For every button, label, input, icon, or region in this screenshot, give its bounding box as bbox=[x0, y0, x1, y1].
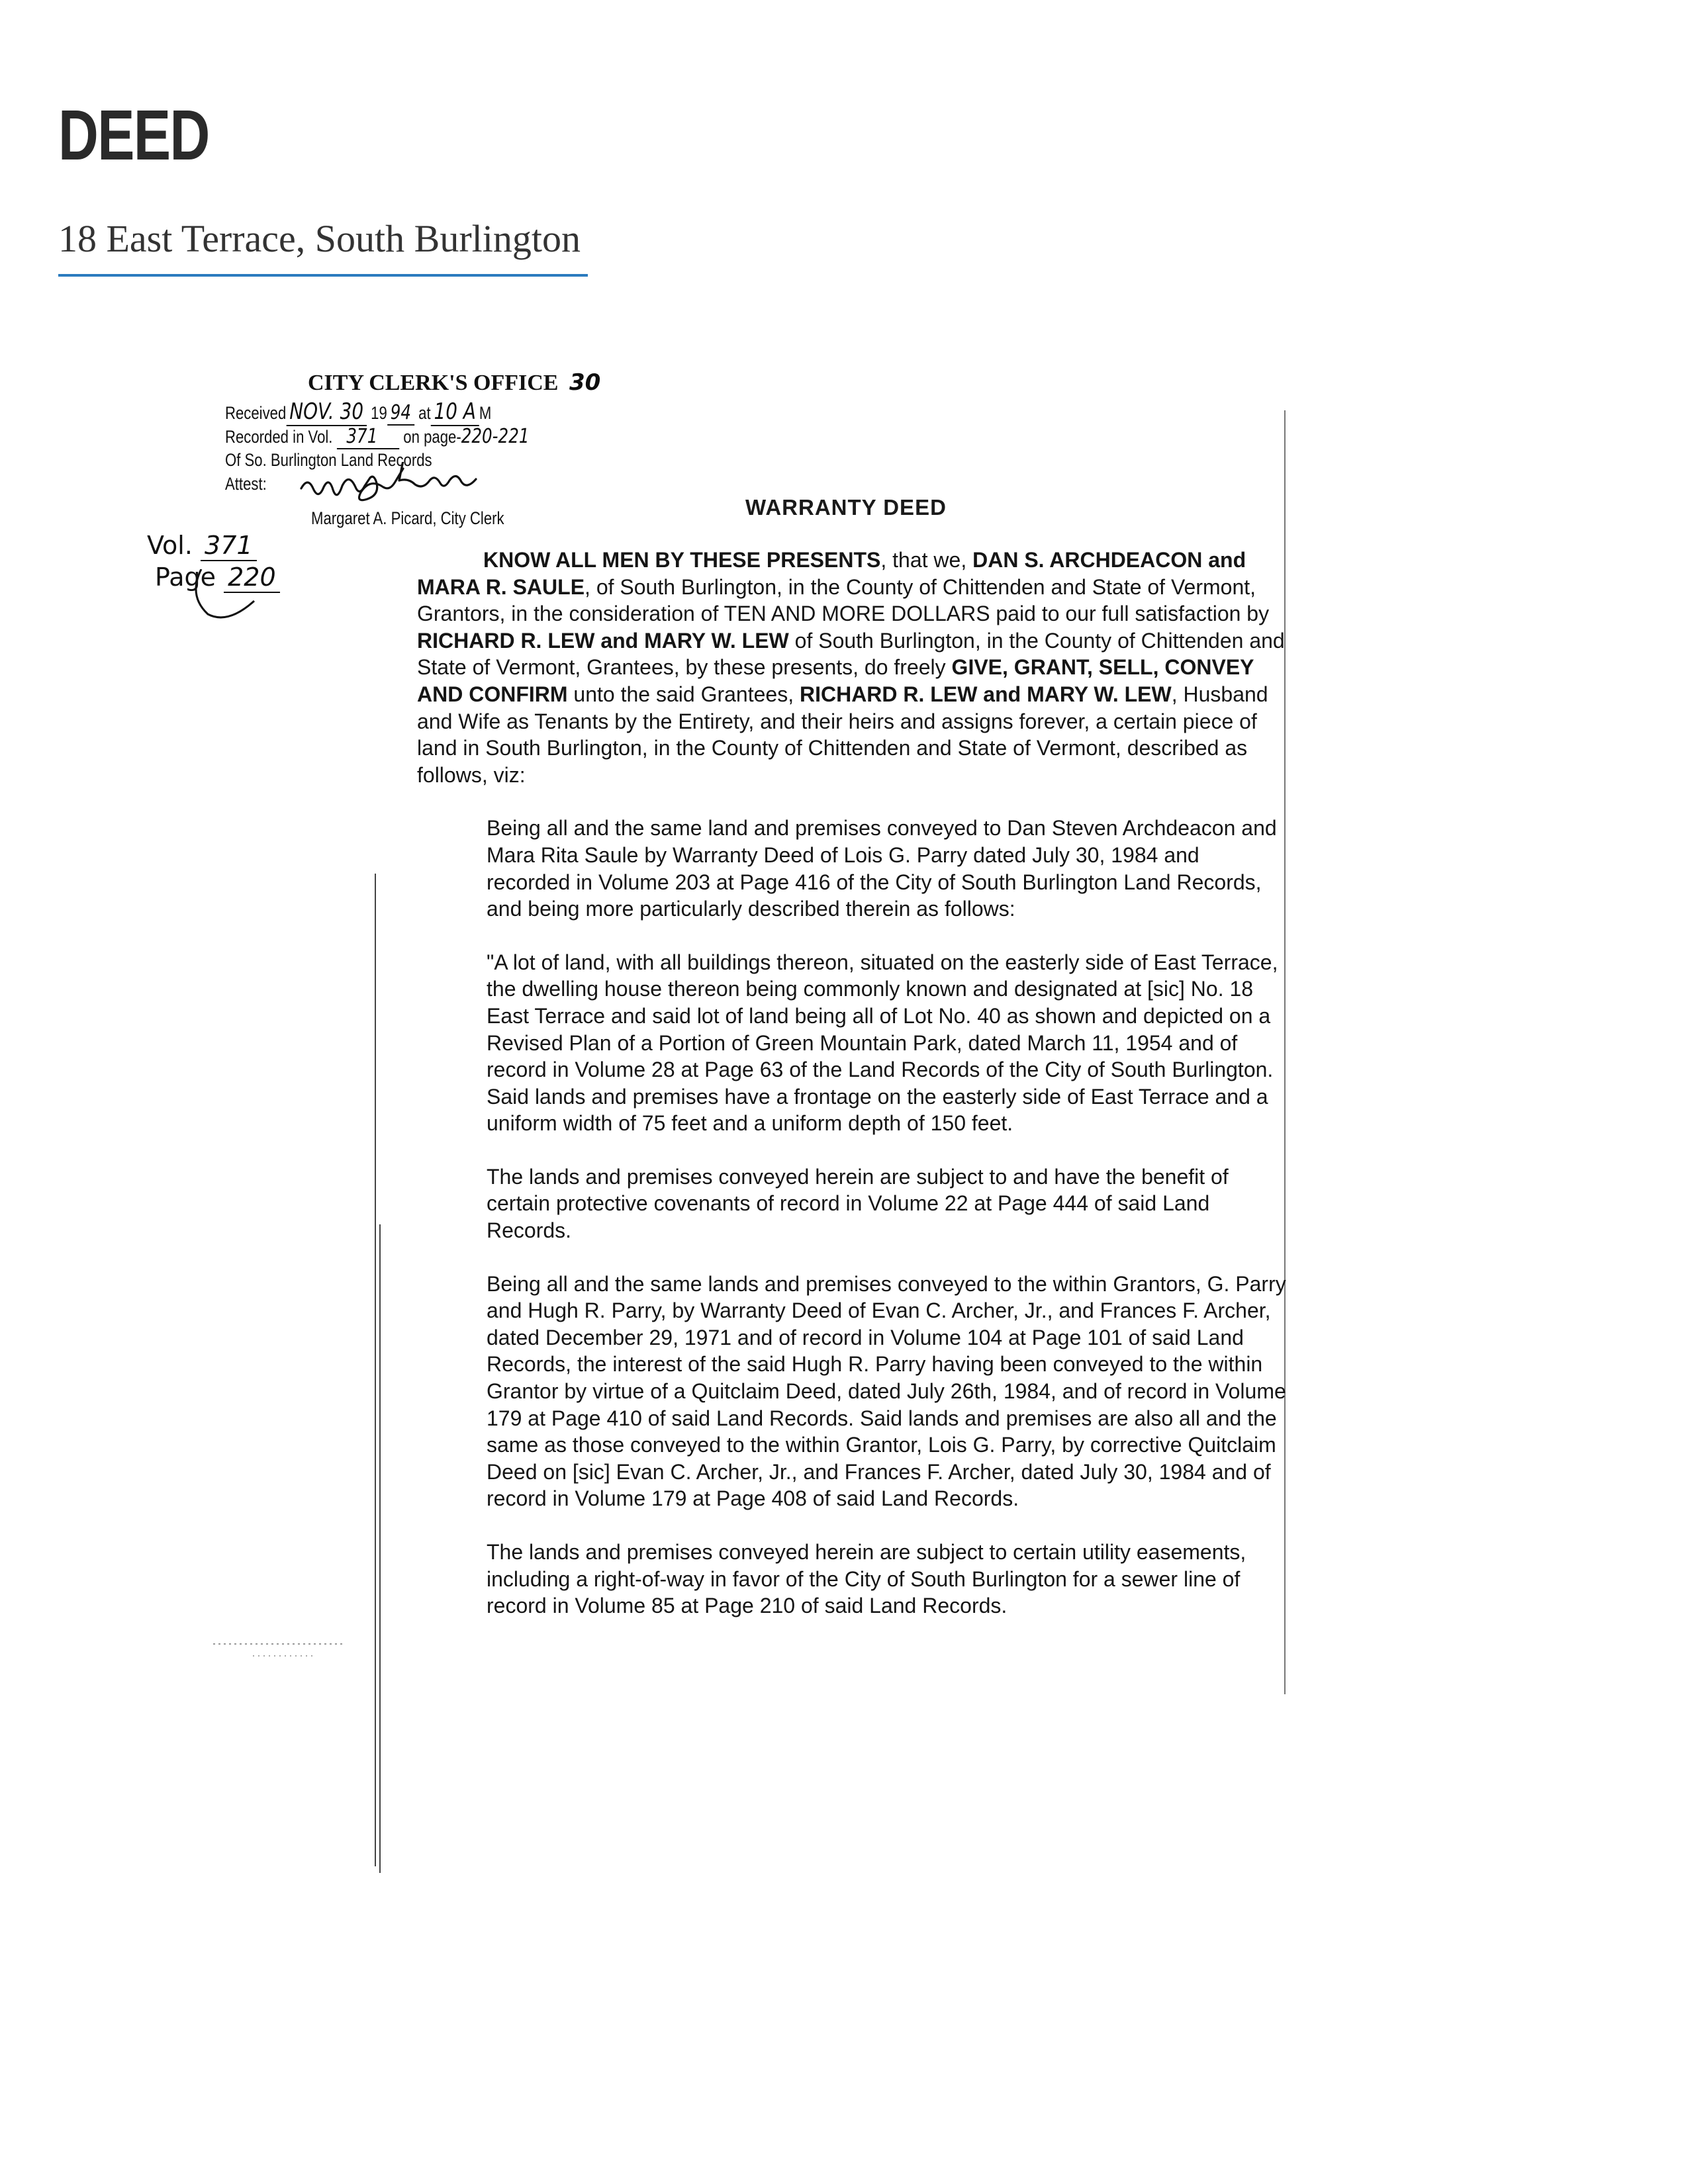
year-prefix: 19 bbox=[371, 403, 387, 423]
clerk-office-number: 30 bbox=[569, 369, 601, 396]
margin-pen-stroke bbox=[187, 569, 279, 629]
recorded-volume: 371 bbox=[337, 425, 400, 449]
intro-run: KNOW ALL MEN BY THESE PRESENTS bbox=[483, 548, 881, 572]
deed-intro-paragraph bbox=[417, 547, 1291, 788]
margin-vol-number: 371 bbox=[201, 531, 257, 561]
margin-page-label: Page bbox=[155, 563, 216, 592]
intro-run: RICHARD R. LEW and MARY W. LEW bbox=[799, 682, 1172, 706]
stamp-records-line: Of So. Burlington Land Records bbox=[225, 450, 432, 470]
stamp-attest-label: Attest: bbox=[225, 474, 267, 494]
received-time: 10 A bbox=[431, 398, 479, 426]
faint-margin-scan-mark bbox=[213, 1639, 372, 1666]
intro-run: , that we, bbox=[880, 548, 973, 572]
intro-run: , Husband and Wife as Tenants by the Entirety, and their heirs and assigns forever, a certain piece of land in South Burlington, in the County of Chittenden and State of Vermont, described as follows, viz: bbox=[417, 682, 1268, 787]
deed-body bbox=[417, 547, 1291, 1619]
clerk-signature bbox=[298, 462, 523, 508]
margin-vol-line bbox=[147, 529, 280, 561]
recorded-label: Recorded in Vol. bbox=[225, 427, 333, 447]
received-label: Received bbox=[225, 403, 287, 423]
intro-run: , of South Burlington, in the County of Chittenden and State of Vermont, Grantors, in the consideration of TEN AND MORE DOLLARS paid to our full satisfaction by bbox=[417, 574, 1270, 626]
intro-run: unto the said Grantees, bbox=[567, 682, 800, 706]
margin-volume-page-note bbox=[147, 529, 280, 593]
page-label: on page bbox=[403, 427, 457, 447]
left-margin-rule bbox=[375, 874, 376, 1866]
deed-paragraph-covenants: The lands and premises conveyed herein are subject to and have the benefit of certain protective covenants of record in Volume 22 at Page 444 of said Land Records. bbox=[487, 1164, 1229, 1243]
recorded-pages: 220-221 bbox=[461, 425, 530, 448]
deed-paragraph-prior-conveyance: Being all and the same land and premises conveyed to Dan Steven Archdeacon and Mara Rita Saule by Warranty Deed of Lois G. Parry dated July 30, 1984 and recorded in Volume 203 at Page 416 of the City of South Burlington Land Records, and being more particularly described therein as follows: bbox=[487, 816, 1277, 921]
deed-title: WARRANTY DEED bbox=[745, 495, 947, 520]
intro-run: GIVE, GRANT, SELL, CONVEY AND CONFIRM bbox=[417, 655, 1254, 706]
deed-paragraph-chain-of-title: Being all and the same lands and premises conveyed to the within Grantors, G. Parry and Hugh R. Parry, by Warranty Deed of Evan C. Archer, Jr., and Frances F. Archer, dated December 29, 1971 and of record in Volume 104 at Page 101 of said Land Records, the interest of the said Hugh R. Parry having been conveyed to the within Grantor by virtue of a Quitclaim Deed, dated July 26th, 1984, and of record in Volume 179 at Page 410 of said Land Records. Said lands and premises are also all and the same as those conveyed to the within Grantor, Lois G. Parry, by corrective Quitclaim Deed on [sic] Evan C. Archer, Jr., and Frances F. Archer, dated July 30, 1984 and of record in Volume 179 at Page 408 of said Land Records. bbox=[487, 1271, 1286, 1511]
intro-run: DAN S. ARCHDEACON and MARA R. SAULE bbox=[417, 548, 1246, 599]
margin-page-number: 220 bbox=[224, 563, 280, 593]
clerk-office-heading bbox=[308, 369, 600, 396]
page-subtitle: 18 East Terrace, South Burlington bbox=[58, 217, 581, 260]
page-title: DEED bbox=[58, 95, 209, 175]
received-date: NOV. 30 bbox=[286, 398, 367, 426]
received-year: 94 bbox=[387, 401, 414, 426]
clerk-office-label: CITY CLERK'S OFFICE bbox=[308, 371, 559, 395]
deed-paragraph-lot-description: "A lot of land, with all buildings thereon, situated on the easterly side of East Terrace, the dwelling house thereon being commonly known and designated at [sic] No. 18 East Terrace and said lot of land being all of Lot No. 40 as shown and depicted on a Revised Plan of a Portion of Green Mountain Park, dated March 11, 1954 and of record in Volume 28 at Page 63 of the Land Records of the City of South Burlington. Said lands and premises have a frontage on the easterly side of East Terrace and a uniform width of 75 feet and a uniform depth of 150 feet. bbox=[487, 950, 1278, 1136]
intro-run: RICHARD R. LEW and MARY W. LEW bbox=[417, 628, 789, 653]
stamp-recorded-line: Recorded in Vol. 371 on page-220-221 bbox=[225, 425, 530, 448]
time-suffix: M bbox=[479, 403, 492, 423]
deed-paragraph-easements: The lands and premises conveyed herein are subject to certain utility easements, including a right-of-way in favor of the City of South Burlington for a sewer line of record in Volume 85 at Page 210 of said Land Records. bbox=[487, 1540, 1246, 1618]
at-label: at bbox=[418, 403, 431, 423]
left-margin-rule-inner bbox=[379, 1224, 381, 1873]
stamp-clerk-name: Margaret A. Picard, City Clerk bbox=[311, 508, 504, 528]
intro-run: of South Burlington, in the County of Chittenden and State of Vermont, Grantees, by these presents, do freely bbox=[417, 628, 1285, 680]
stamp-received-line bbox=[225, 398, 491, 425]
margin-vol-label: Vol. bbox=[147, 531, 193, 560]
